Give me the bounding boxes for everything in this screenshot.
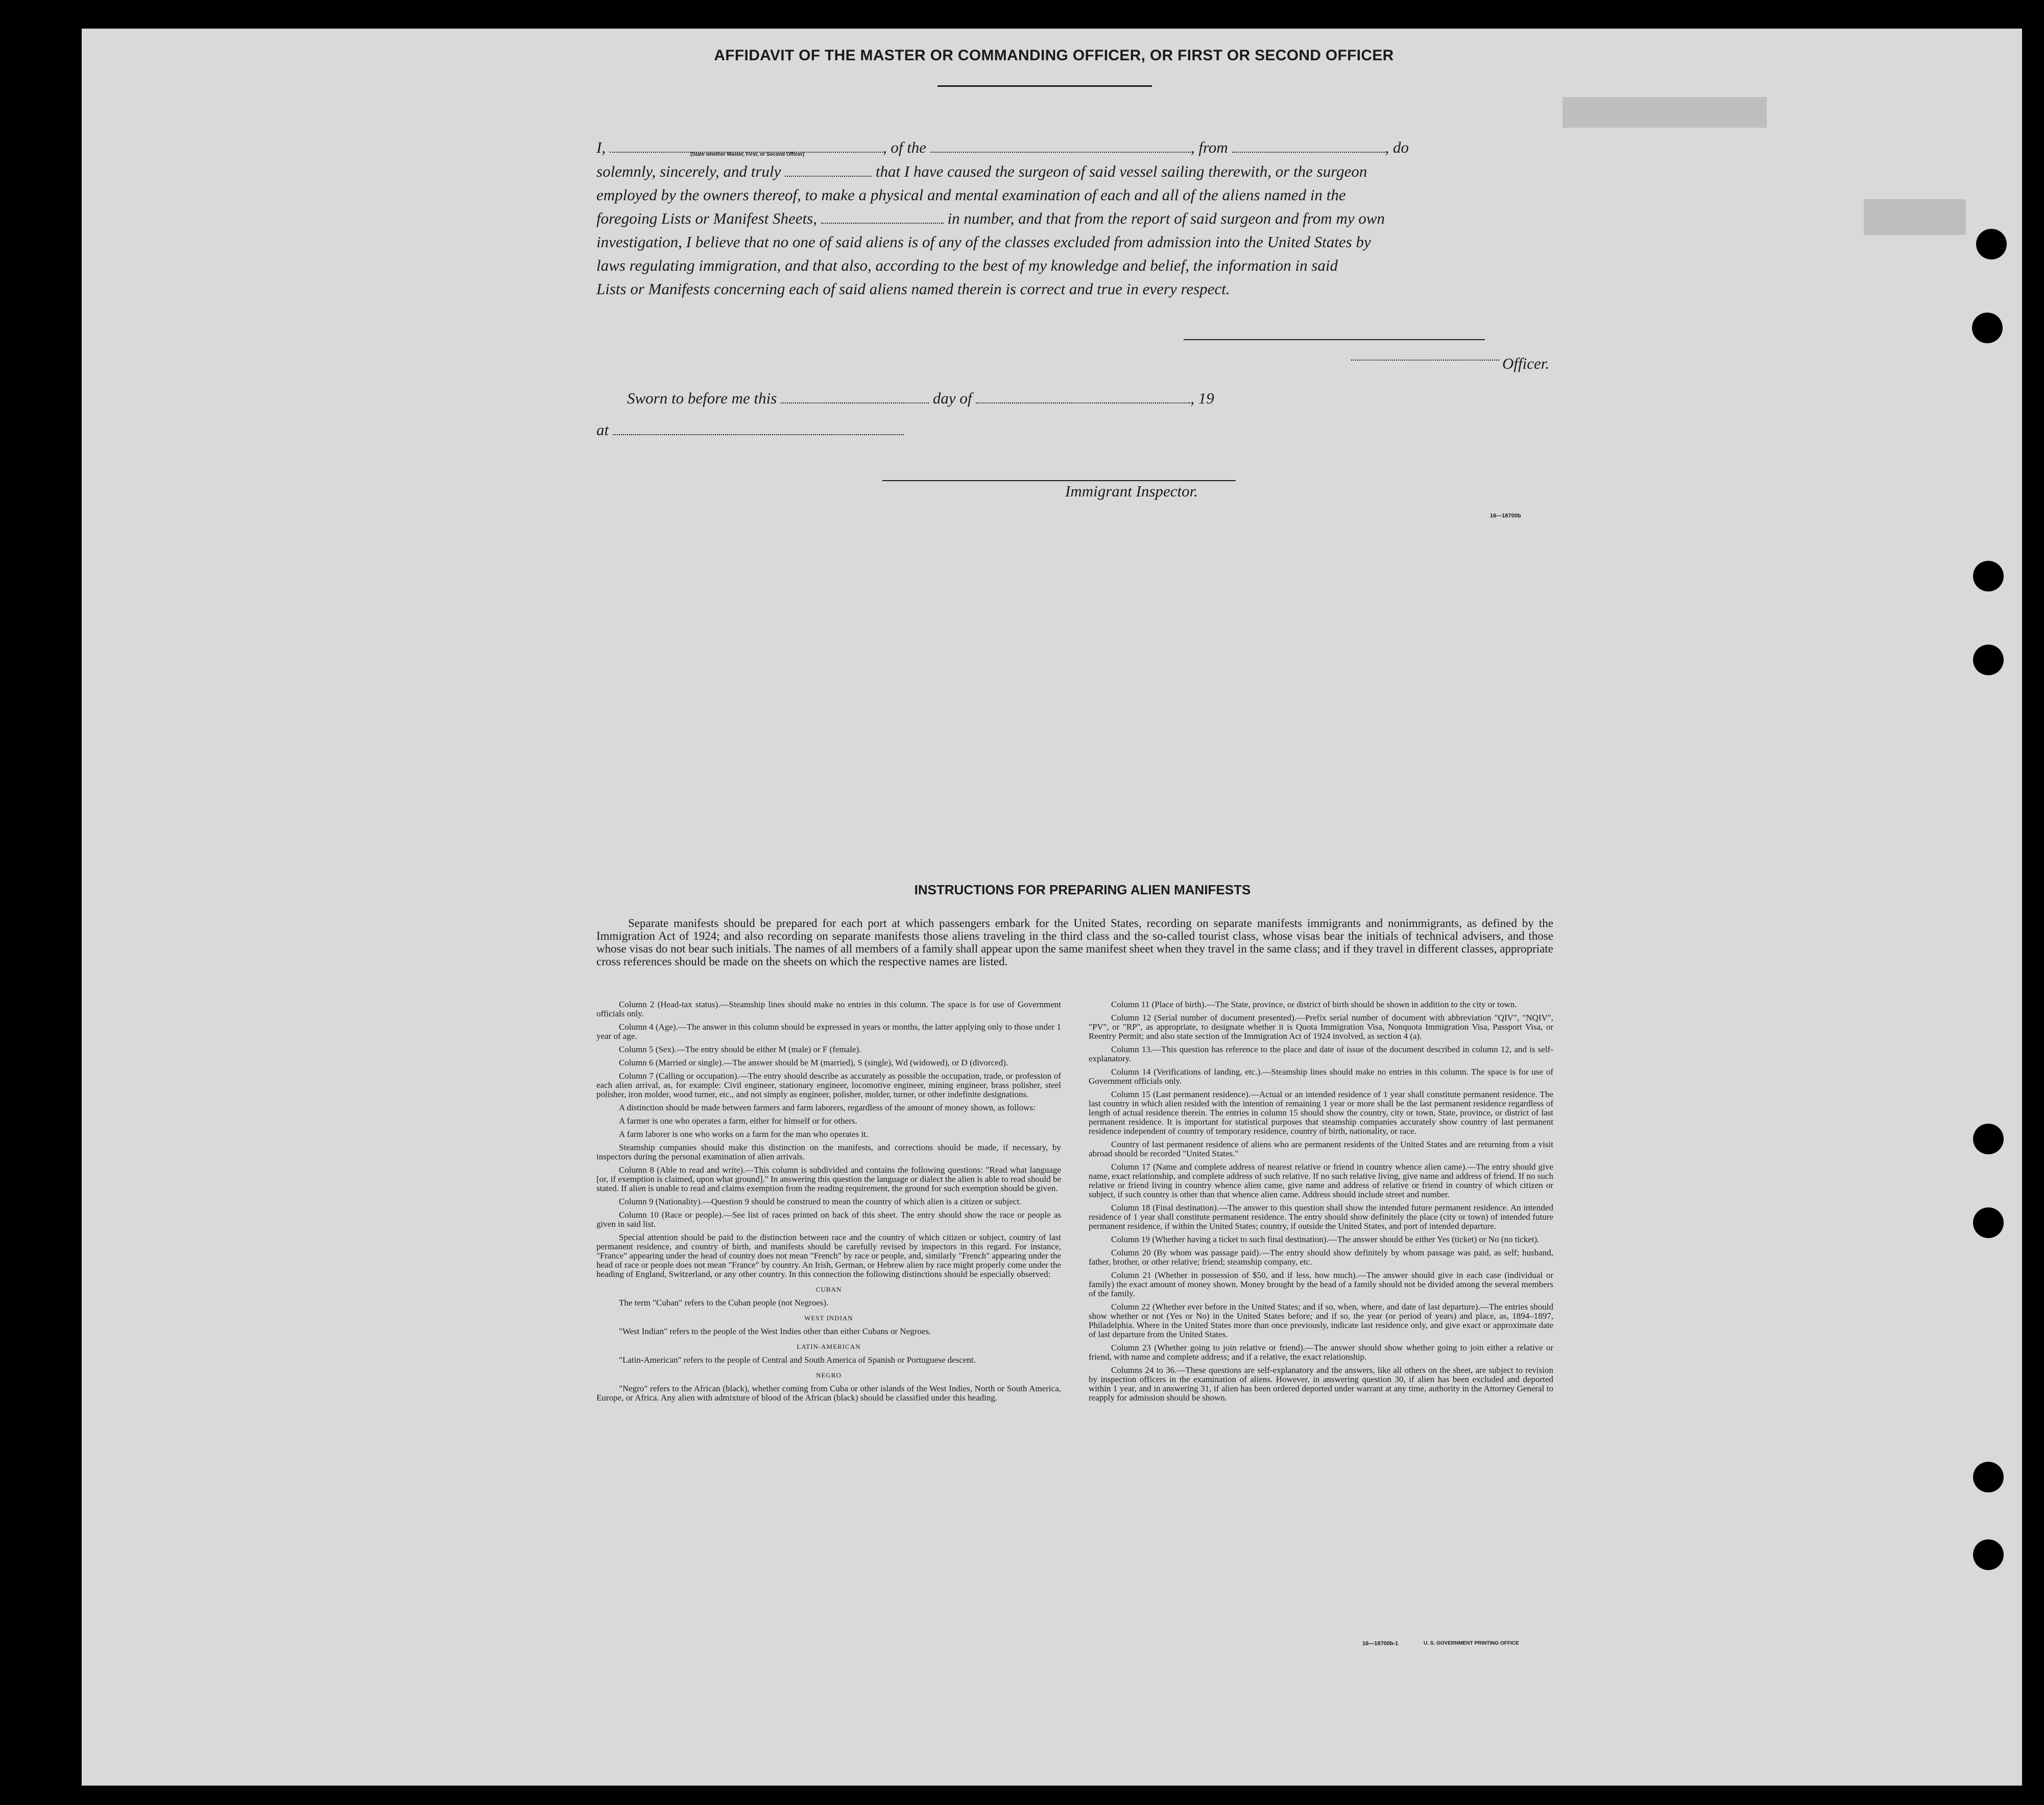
affidavit-line-6: laws regulating immigration, and that also, according to the best of my knowledge and belief, the information in said <box>596 256 1338 274</box>
printer-imprint: U. S. GOVERNMENT PRINTING OFFICE <box>1424 1641 1519 1646</box>
affidavit-line-3: employed by the owners thereof, to make a physical and mental examination of each and all of the aliens named in the <box>596 186 1346 204</box>
sworn-month-blank[interactable] <box>976 389 1190 403</box>
instruction-paragraph: A distinction should be made between farmers and farm laborers, regardless of the amount of money shown, as follows: <box>619 1103 1036 1112</box>
sworn-day-blank[interactable] <box>781 389 929 403</box>
instruction-paragraph: Column 14 (Verifications of landing, etc.).—Steamship lines should make no entries in this column. The space is for use of Government officials only. <box>1089 1067 1553 1086</box>
instruction-paragraph: Column 9 (Nationality).—Question 9 should be construed to mean the country of which alien is a citizen or subject. <box>619 1197 1022 1206</box>
instruction-paragraph: Column 22 (Whether ever before in the United States; and if so, when, where, and date of last departure).—The entries should show whether or not (Yes or No) in the United States before; and if so, the year (or period of years) and place, as, 1894–1897, Philadelphia. Where in the United States more than once previously, indicate last residence only, and give exact or approximate date of last departure from the United States. <box>1089 1302 1553 1339</box>
negro-definition: "Negro" refers to the African (black), whether coming from Cuba or other islands of the West Indies, North or South America, Europe, or Africa. Any alien with admixture of blood of the African (black) should be classified under this heading. <box>596 1384 1061 1403</box>
punch-hole <box>1973 1124 2004 1154</box>
instruction-paragraph: Column 13.—This question has reference to the place and date of issue of the document described in column 12, and is self-explanatory. <box>1089 1044 1553 1063</box>
instructions-right-column <box>1089 1000 1553 1407</box>
instruction-paragraph: Column 4 (Age).—The answer in this column should be expressed in years or months, the latter applying only to those under 1 year of age. <box>596 1022 1061 1041</box>
instruction-paragraph: Column 21 (Whether in possession of $50, and if less, how much).—The answer should give in each case (individual or family) the exact amount of money shown. Money brought by the head of a family should not be divided among the several members of the family. <box>1089 1270 1553 1298</box>
instruction-paragraph: Column 17 (Name and complete address of nearest relative or friend in country whence alien came).—The entry should give name, exact relationship, and complete address of such relative. If no such relative living, give name and address of friend. If no such relative or friend living in country whence alien came, give name and address of relative or friend in country of which citizen or subject, if such country is other than that whence alien came. Address should include street and number. <box>1089 1162 1553 1199</box>
punch-hole <box>1973 561 2004 591</box>
cuban-definition: The term "Cuban" refers to the Cuban people (not Negroes). <box>619 1298 829 1308</box>
instruction-paragraph: Special attention should be paid to the distinction between race and the country of which citizen or subject, country of last permanent residence, and country of birth, and manifests should be carefully revised by inspectors in this regard. For instance, "France" appearing under the head of country does not mean "French" by race or people, and, similarly "French" appearing under the head of race or people does not mean "France" by country. An Irish, German, or Hebrew alien by race might properly come under the heading of England, Switzerland, or any other country. In this connection the following distinctions should be especially observed: <box>596 1232 1061 1279</box>
instruction-paragraph: Column 18 (Final destination).—The answer to this question shall show the intended future permanent residence. An intended residence of 1 year shall constitute permanent residence. The entry should show definitely the place (city or town) of intended future permanent residence, if within the United States; country, if outside the United States, and port of intended departure. <box>1089 1203 1553 1231</box>
officer-rank-line[interactable] <box>1351 360 1499 361</box>
officer-signature-line[interactable] <box>1184 339 1485 340</box>
instruction-paragraph: Column 11 (Place of birth).—The State, province, or district of birth should be shown in addition to the city or town. <box>1111 1000 1517 1009</box>
west-indian-definition: "West Indian" refers to the people of the West Indies other than either Cubans or Negroes. <box>619 1326 931 1336</box>
oath-type-blank[interactable] <box>785 162 872 177</box>
instructions-left-column <box>596 1000 1061 1407</box>
instruction-paragraph: Column 2 (Head-tax status).—Steamship lines should make no entries in this column. The space is for use of Government officials only. <box>596 1000 1061 1018</box>
instruction-paragraph: Column 5 (Sex).—The entry should be either M (male) or F (female). <box>619 1044 861 1054</box>
title-rule <box>937 85 1152 87</box>
officer-rank-blank[interactable] <box>610 138 883 153</box>
affidavit-line-7: Lists or Manifests concerning each of said aliens named therein is correct and true in every respect. <box>596 280 1230 298</box>
affidavit-line-4: foregoing Lists or Manifest Sheets, in number, and that from the report of said surgeon and from my own <box>596 209 1385 227</box>
affidavit-line-5: investigation, I believe that no one of said aliens is of any of the classes excluded from admission into the United States by <box>596 233 1371 251</box>
punch-hole <box>1976 229 2007 259</box>
bleed-through-mark <box>1562 97 1767 128</box>
sworn-line: Sworn to before me this day of , 19 <box>627 389 1214 407</box>
punch-hole <box>1973 1462 2004 1492</box>
instruction-paragraph: Columns 24 to 36.—These questions are self-explanatory and the answers, like all others on the sheet, are subject to revision by inspection officers in the examination of aliens. However, in answering question 30, if alien has been excluded and deported within 1 year, and in answering 31, if alien has been ordered deported under warrant at any time, authority in the Attorney General to reapply for admission should be shown. <box>1089 1365 1553 1403</box>
officer-label: Officer. <box>1502 354 1550 372</box>
inspector-label: Immigrant Inspector. <box>1065 482 1198 500</box>
instruction-paragraph: A farm laborer is one who works on a farm for the man who operates it. <box>619 1129 869 1139</box>
west-indian-heading: WEST INDIAN <box>804 1314 853 1322</box>
instruction-paragraph: Column 10 (Race or people).—See list of races printed on back of this sheet. The entry should show the race or people as given in said list. <box>596 1210 1061 1229</box>
rank-note: (State whether Master, First, or Second Officer) <box>690 152 805 157</box>
punch-hole <box>1973 1207 2004 1238</box>
instruction-paragraph: Steamship companies should make this distinction on the manifests, and corrections should be made, if necessary, by inspectors during the personal examination of alien arrivals. <box>596 1143 1061 1161</box>
inspector-signature-line[interactable] <box>882 480 1236 481</box>
instruction-paragraph: Column 15 (Last permanent residence).—Actual or an intended residence of 1 year shall constitute permanent residence. The last country in which alien resided with the intention of remaining 1 year or more shall be the last permanent residence regardless of length of actual residence therein. The entries in column 15 should show the country, city or town, State, province, or district of last permanent residence. It is important for statistical purposes that steamship companies accurately show country of last permanent residence independent of country of temporary residence, country of birth, nationality, or race. <box>1089 1089 1553 1136</box>
punch-hole <box>1973 1539 2004 1570</box>
punch-hole <box>1972 313 2003 343</box>
instruction-paragraph: Country of last permanent residence of aliens who are permanent residents of the United States and are returning from a visit abroad should be recorded "United States." <box>1089 1139 1553 1158</box>
form-number: 16—18700b <box>1490 513 1521 519</box>
instruction-paragraph: Column 19 (Whether having a ticket to such final destination).—The answer should be either Yes (ticket) or No (no ticket). <box>1111 1234 1540 1244</box>
instructions-form-number: 16—18700b-1 <box>1362 1641 1399 1647</box>
affidavit-line-2: solemnly, sincerely, and truly that I have caused the surgeon of said vessel sailing therewith, or the surgeon <box>596 162 1367 180</box>
instruction-paragraph: Column 6 (Married or single).—The answer should be M (married), S (single), Wd (widowed), or D (divorced). <box>619 1058 1008 1067</box>
affidavit-line-1: I, , of the , from , do <box>596 138 1409 156</box>
port-blank[interactable] <box>1232 138 1385 153</box>
instructions-intro: Separate manifests should be prepared for each port at which passengers embark for the United States, recording on separate manifests immigrants and nonimmigrants, as defined by the Immigration Act of 1924; and also recording on separate manifests those aliens traveling in the third class and the so-called tourist class, whose visas bear the initials of technical advisers, and those whose visas do not bear such initials. The names of all members of a family shall appear upon the same manifest sheet when they travel in the same class; and if they travel in different classes, appropriate cross references should be made on the sheets on which the respective names are listed. <box>596 917 1553 968</box>
instruction-paragraph: Column 20 (By whom was passage paid).—The entry should show definitely by whom passage was paid, as self; husband, father, brother, or other relative; friend; steamship company, etc. <box>1089 1248 1553 1267</box>
instruction-paragraph: Column 12 (Serial number of document presented).—Prefix serial number of document with abbreviation "QIV", "NQIV", "PV", or "RP", as appropriate, to designate whether it is Quota Immigration Visa, Nonquota Immigration Visa, Passport Visa, or Reentry Permit; and also state section of the Immigration Act of 1924 involved, as section 4 (a). <box>1089 1013 1553 1041</box>
sworn-place-blank[interactable] <box>613 421 904 435</box>
punch-hole <box>1973 645 2004 675</box>
affidavit-title: AFFIDAVIT OF THE MASTER OR COMMANDING OFFICER, OR FIRST OR SECOND OFFICER <box>714 47 1394 64</box>
vessel-name-blank[interactable] <box>930 138 1191 153</box>
instruction-paragraph: Column 7 (Calling or occupation).—The entry should describe as accurately as possible the occupation, trade, or profession of each alien arrival, as, for example: Civil engineer, stationary engineer, locomotive engineer, mining engineer, brass polisher, steel polisher, iron molder, wood turner, etc., and not simply as engineer, polisher, molder, turner, or other indefinite designations. <box>596 1071 1061 1099</box>
latin-american-definition: "Latin-American" refers to the people of Central and South America of Spanish or Portuguese descent. <box>619 1355 976 1365</box>
instruction-paragraph: Column 8 (Able to read and write).—This column is subdivided and contains the following questions: "Read what language [or, if exemption is claimed, upon what ground]." In answering this question the language or dialect the alien is able to read should be stated. If alien is unable to read and claims exemption from the reading requirement, the ground for such exemption should be given. <box>596 1165 1061 1193</box>
at-line: at <box>596 420 1567 440</box>
cuban-heading: CUBAN <box>815 1286 842 1293</box>
instruction-paragraph: Column 23 (Whether going to join relative or friend).—The answer should show whether going to join either a relative or friend, with name and complete address; and if a relative, the exact relationship. <box>1089 1343 1553 1362</box>
instruction-paragraph: A farmer is one who operates a farm, either for himself or for others. <box>619 1116 857 1126</box>
bleed-through-mark <box>1864 199 1966 235</box>
latin-american-heading: LATIN-AMERICAN <box>797 1343 861 1350</box>
instructions-title: INSTRUCTIONS FOR PREPARING ALIEN MANIFESTS <box>914 882 1251 897</box>
negro-heading: NEGRO <box>816 1371 841 1379</box>
sheet-count-blank[interactable] <box>821 209 944 224</box>
